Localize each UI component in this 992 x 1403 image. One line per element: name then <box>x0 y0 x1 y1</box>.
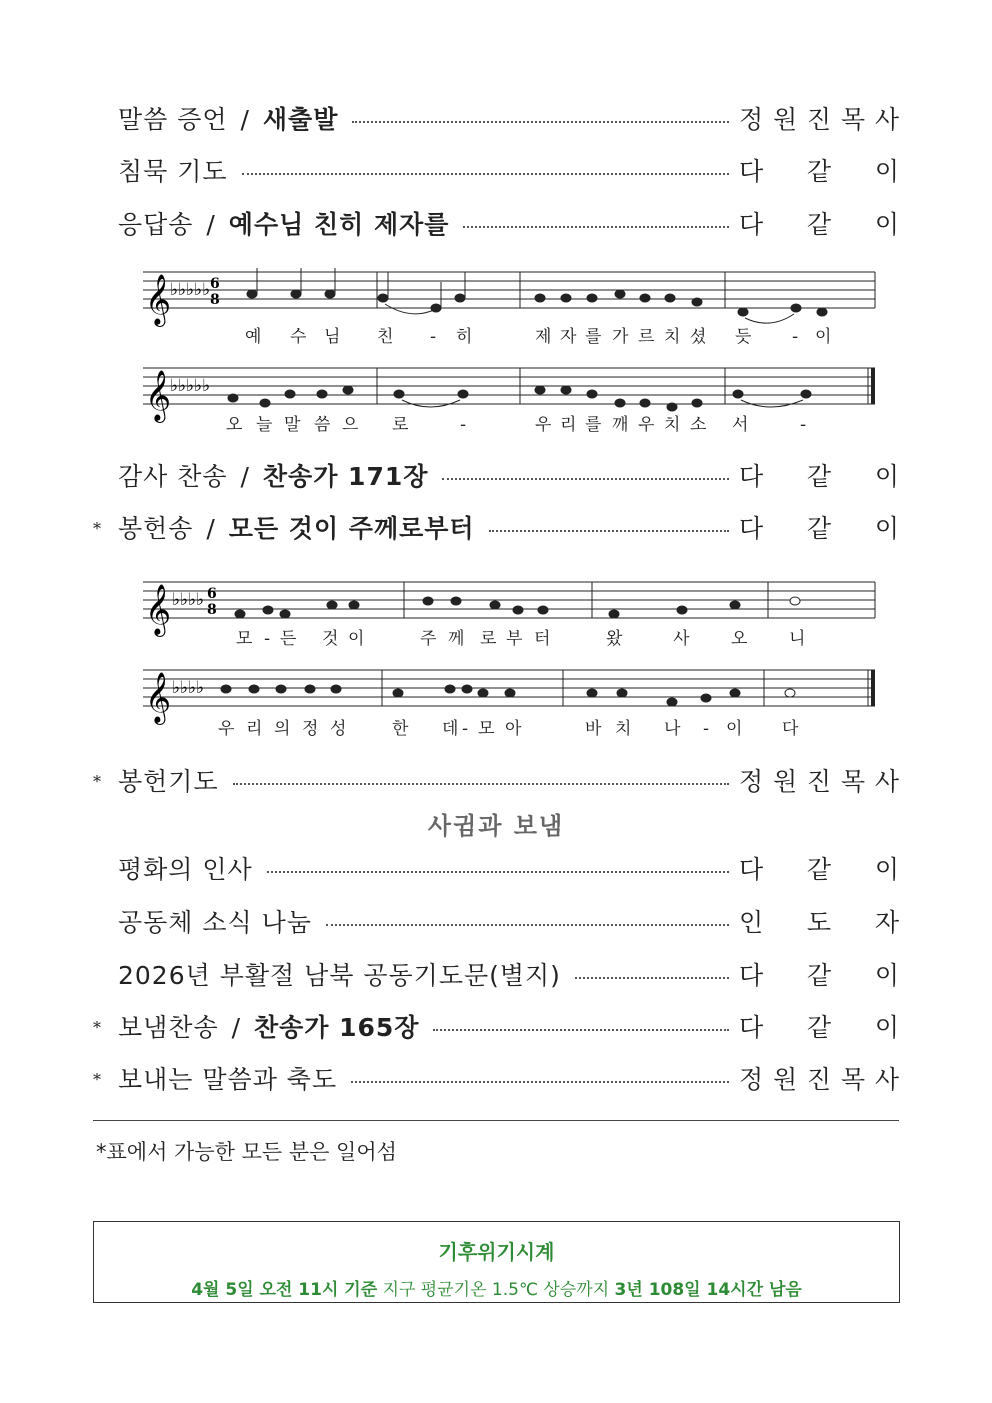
notes-line-1 <box>247 268 827 316</box>
lyric-syllable: 예 <box>245 327 262 347</box>
stand-marker: * <box>93 1070 101 1089</box>
separator: / <box>206 514 216 543</box>
lyric-syllable: - <box>792 327 799 347</box>
item-subtitle: 찬송가 165장 <box>253 1013 420 1042</box>
lyric-syllable: 리 <box>246 719 263 739</box>
climate-clock-box <box>93 1221 900 1303</box>
lyric-syllable: 터 <box>534 629 551 649</box>
lyric-syllable: 소 <box>690 415 707 435</box>
order-row <box>93 848 899 888</box>
lyric-syllable: 부 <box>506 629 523 649</box>
order-row <box>93 954 899 994</box>
lyric-syllable: 셨 <box>690 327 707 347</box>
lyric-syllable: 이 <box>815 327 832 347</box>
item-title: 감사 찬송 <box>118 462 228 491</box>
item-title: 응답송 <box>118 210 194 239</box>
lyric-syllable: - <box>703 719 710 739</box>
lyric-syllable: 정 <box>302 719 319 739</box>
item-subtitle: 예수님 친히 제자를 <box>228 210 450 239</box>
order-row <box>93 760 899 800</box>
lyric-syllable: 치 <box>615 719 632 739</box>
leader-dots <box>442 478 729 480</box>
order-row <box>93 901 899 941</box>
leader-name: 다 같 이 <box>739 210 899 239</box>
lyric-syllable: 늘 <box>256 415 273 435</box>
leader-dots <box>433 1029 729 1031</box>
staff-line-3 <box>143 582 875 618</box>
item-title: 공동체 소식 나눔 <box>118 908 312 937</box>
lyric-syllable: 르 <box>638 327 655 347</box>
lyric-syllable: 성 <box>330 719 347 739</box>
item-title: 침묵 기도 <box>118 157 228 186</box>
lyric-syllable: 의 <box>274 719 291 739</box>
leader-name: 다 같 이 <box>739 157 899 186</box>
lyric-syllable: 것 <box>322 629 339 649</box>
lyric-syllable: - <box>800 415 807 435</box>
lyric-syllable: 이 <box>348 629 365 649</box>
lyric-syllable: 께 <box>448 629 465 649</box>
lyric-syllable: 씀 <box>314 415 331 435</box>
svg-text:𝄞: 𝄞 <box>145 584 172 635</box>
svg-text:♭♭♭♭: ♭♭♭♭ <box>172 590 205 610</box>
divider <box>93 1120 899 1121</box>
leader-dots <box>326 924 729 926</box>
svg-text:𝄞: 𝄞 <box>145 370 172 421</box>
leader-name: 정 원 진 목 사 <box>739 105 899 134</box>
item-subtitle: 찬송가 171장 <box>262 462 429 491</box>
section-title: 사귐과 보냄 <box>427 812 565 840</box>
lyric-syllable: 왔 <box>606 629 623 649</box>
music-score-offering <box>0 568 992 748</box>
item-subtitle: 모든 것이 주께로부터 <box>228 514 475 543</box>
lyric-syllable: 아 <box>505 719 522 739</box>
order-row <box>93 150 899 190</box>
leader-name: 인 도 자 <box>739 908 899 937</box>
climate-clock-timestamp: 4월 5일 오전 11시 기준 <box>191 1280 378 1300</box>
lyric-syllable: 가 <box>612 327 629 347</box>
lyric-syllable: 한 <box>392 719 409 739</box>
lyric-syllable: 말 <box>284 415 301 435</box>
lyric-syllable: 자 <box>560 327 577 347</box>
leader-name: 다 같 이 <box>739 514 899 543</box>
separator: / <box>240 462 250 491</box>
lyric-syllable: 친 <box>377 327 394 347</box>
lyric-syllable: 로 <box>392 415 409 435</box>
lyrics-line-3 <box>236 628 805 649</box>
item-title: 보냄찬송 <box>118 1013 219 1042</box>
lyric-syllable: 주 <box>420 629 437 649</box>
lyric-syllable: 든 <box>280 629 297 649</box>
lyric-syllable: 를 <box>585 327 602 347</box>
leader-name: 다 같 이 <box>739 855 899 884</box>
leader-dots <box>463 226 729 228</box>
lyric-syllable: 우 <box>535 415 552 435</box>
lyric-syllable: 바 <box>585 719 602 739</box>
separator: / <box>231 1013 241 1042</box>
separator: / <box>240 105 250 134</box>
svg-text:♭♭♭♭: ♭♭♭♭ <box>172 678 205 698</box>
leader-dots <box>233 783 729 785</box>
leader-name: 다 같 이 <box>739 462 899 491</box>
lyric-syllable: 데 <box>442 719 459 739</box>
lyric-syllable: 치 <box>664 415 681 435</box>
svg-text:𝄞: 𝄞 <box>145 672 172 723</box>
leader-dots <box>575 977 729 979</box>
lyrics-line-4 <box>218 718 799 739</box>
item-title: 봉헌송 <box>118 514 194 543</box>
stand-marker: * <box>93 1018 101 1037</box>
key-signature-flats: ♭♭♭♭♭ <box>170 280 211 300</box>
leader-dots <box>352 121 729 123</box>
item-subtitle: 새출발 <box>262 105 339 134</box>
order-row <box>93 455 899 495</box>
lyric-syllable: - <box>460 415 467 435</box>
svg-text:6: 6 <box>207 586 217 602</box>
footnote: *표에서 가능한 모든 분은 일어섬 <box>96 1140 397 1164</box>
lyric-syllable: 사 <box>673 629 690 649</box>
leader-dots <box>267 871 729 873</box>
lyric-syllable: 오 <box>226 415 243 435</box>
climate-clock-middle: 지구 평균기온 1.5℃ 상승까지 <box>382 1280 610 1300</box>
stand-marker: * <box>93 519 101 538</box>
climate-clock-title: 기후위기시계 <box>438 1240 555 1264</box>
leader-dots <box>351 1081 729 1083</box>
item-title: 보내는 말씀과 축도 <box>118 1065 338 1094</box>
leader-dots <box>242 173 729 175</box>
order-row <box>93 1006 899 1046</box>
leader-dots <box>489 530 729 532</box>
lyric-syllable: 니 <box>789 629 806 649</box>
lyrics-line-1 <box>245 326 831 347</box>
lyric-syllable: 오 <box>731 629 748 649</box>
lyric-syllable: - <box>462 719 469 739</box>
lyric-syllable: 으 <box>342 415 359 435</box>
leader-name: 정 원 진 목 사 <box>739 1065 899 1094</box>
order-row <box>93 507 899 547</box>
svg-text:♭♭♭♭♭: ♭♭♭♭♭ <box>170 376 211 396</box>
lyric-syllable: 다 <box>782 719 799 739</box>
music-score-response <box>0 258 992 448</box>
order-row <box>93 98 899 138</box>
item-title: 평화의 인사 <box>118 855 253 884</box>
lyric-syllable: 우 <box>638 415 655 435</box>
lyric-syllable: 치 <box>664 327 681 347</box>
lyric-syllable: 로 <box>480 629 497 649</box>
lyric-syllable: - <box>430 327 437 347</box>
item-title: 봉헌기도 <box>118 767 219 796</box>
leader-name: 정 원 진 목 사 <box>739 767 899 796</box>
lyric-syllable: 듯 <box>735 327 752 347</box>
lyric-syllable: 리 <box>560 415 577 435</box>
lyric-syllable: 수 <box>290 327 307 347</box>
leader-name: 다 같 이 <box>739 1013 899 1042</box>
climate-clock-remaining: 3년 108일 14시간 남음 <box>614 1280 802 1300</box>
lyric-syllable: 님 <box>324 327 341 347</box>
svg-text:8: 8 <box>207 602 217 618</box>
lyric-syllable: 이 <box>726 719 743 739</box>
lyric-syllable: 모 <box>478 719 495 739</box>
leader-name: 다 같 이 <box>739 961 899 990</box>
lyric-syllable: 우 <box>218 719 235 739</box>
order-row <box>93 203 899 243</box>
item-title: 2026년 부활절 남북 공동기도문(별지) <box>118 961 561 990</box>
order-row <box>93 1058 899 1098</box>
treble-clef-icon: 𝄞 <box>145 274 172 325</box>
separator: / <box>206 210 216 239</box>
lyric-syllable: 모 <box>236 629 253 649</box>
lyric-syllable: - <box>264 629 271 649</box>
item-title: 말씀 증언 <box>118 105 228 134</box>
lyric-syllable: 서 <box>732 415 749 435</box>
lyrics-line-2 <box>226 414 806 435</box>
svg-text:8: 8 <box>210 292 220 308</box>
lyric-syllable: 깨 <box>612 415 629 435</box>
staff-line-2 <box>143 368 875 404</box>
lyric-syllable: 히 <box>456 327 473 347</box>
time-signature: 6 <box>210 276 220 292</box>
stand-marker: * <box>93 772 101 791</box>
lyric-syllable: 나 <box>664 719 681 739</box>
lyric-syllable: 를 <box>585 415 602 435</box>
lyric-syllable: 제 <box>535 327 552 347</box>
climate-clock-line <box>94 1275 899 1300</box>
